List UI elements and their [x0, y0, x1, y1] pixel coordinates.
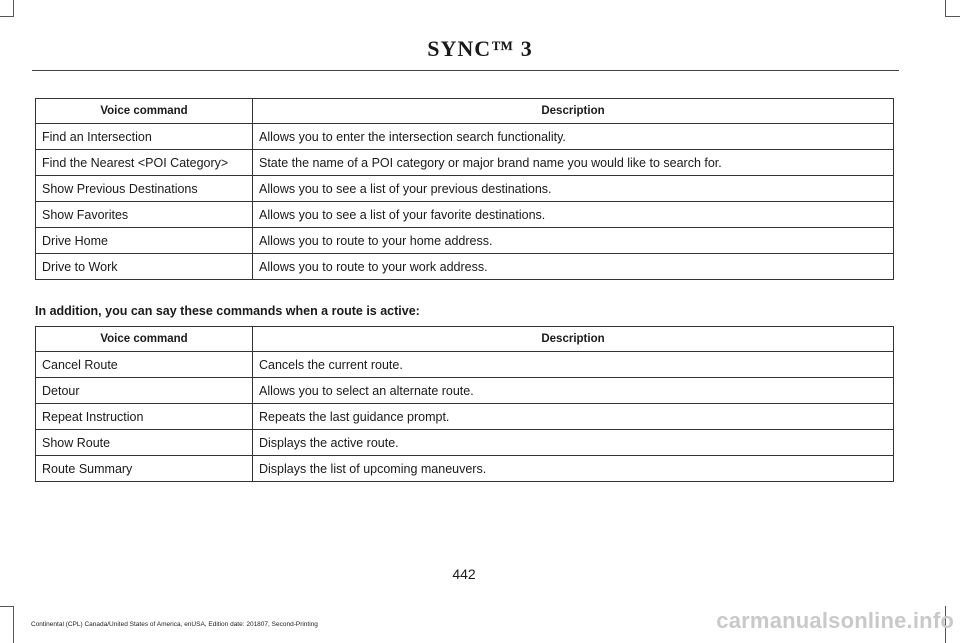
table-header-row: [36, 99, 894, 124]
header-divider: [32, 70, 899, 71]
table-row: [36, 430, 894, 456]
route-commands-table: [35, 326, 894, 482]
table-row: [36, 456, 894, 482]
table-row: [36, 378, 894, 404]
description-cell: Cancels the current route.: [253, 352, 894, 378]
voice-command-cell: Drive to Work: [36, 254, 253, 280]
voice-command-cell: Cancel Route: [36, 352, 253, 378]
table-row: [36, 228, 894, 254]
voice-command-cell: Route Summary: [36, 456, 253, 482]
crop-mark-bottom-left-h: [0, 606, 14, 607]
description-cell: Allows you to see a list of your previous destinations.: [253, 176, 894, 202]
voice-command-cell: Show Previous Destinations: [36, 176, 253, 202]
crop-mark-top-left-v: [13, 0, 14, 16]
voice-command-cell: Drive Home: [36, 228, 253, 254]
column-header-description: Description: [253, 327, 894, 352]
description-cell: Allows you to route to your work address.: [253, 254, 894, 280]
table-row: [36, 150, 894, 176]
watermark: carmanualsonline.info: [716, 608, 954, 633]
table-row: [36, 352, 894, 378]
voice-command-cell: Find the Nearest <POI Category>: [36, 150, 253, 176]
crop-mark-top-right-v: [945, 0, 946, 16]
description-cell: Allows you to enter the intersection search functionality.: [253, 124, 894, 150]
edition-footer: Continental (CPL) Canada/United States of America, enUSA, Edition date: 201807, Second-Printing: [31, 621, 318, 628]
description-cell: Displays the active route.: [253, 430, 894, 456]
voice-command-cell: Detour: [36, 378, 253, 404]
voice-commands-table: [35, 98, 894, 280]
crop-mark-top-left-h: [0, 16, 14, 17]
table-row: [36, 254, 894, 280]
voice-command-cell: Find an Intersection: [36, 124, 253, 150]
column-header-description: Description: [253, 99, 894, 124]
table-header-row: [36, 327, 894, 352]
description-cell: Allows you to select an alternate route.: [253, 378, 894, 404]
table-row: [36, 176, 894, 202]
description-cell: Displays the list of upcoming maneuvers.: [253, 456, 894, 482]
table-row: [36, 124, 894, 150]
table-row: [36, 202, 894, 228]
table-row: [36, 404, 894, 430]
column-header-voice-command: Voice command: [36, 327, 253, 352]
description-cell: Allows you to see a list of your favorite destinations.: [253, 202, 894, 228]
page-number: 442: [452, 566, 476, 582]
voice-command-cell: Show Favorites: [36, 202, 253, 228]
crop-mark-top-right-h: [945, 16, 960, 17]
description-cell: State the name of a POI category or major brand name you would like to search for.: [253, 150, 894, 176]
description-cell: Allows you to route to your home address.: [253, 228, 894, 254]
crop-mark-bottom-left-v: [13, 606, 14, 643]
voice-command-cell: Show Route: [36, 430, 253, 456]
page-title: SYNC™ 3: [427, 36, 533, 61]
description-cell: Repeats the last guidance prompt.: [253, 404, 894, 430]
route-active-intro: In addition, you can say these commands when a route is active:: [35, 304, 420, 318]
voice-command-cell: Repeat Instruction: [36, 404, 253, 430]
column-header-voice-command: Voice command: [36, 99, 253, 124]
